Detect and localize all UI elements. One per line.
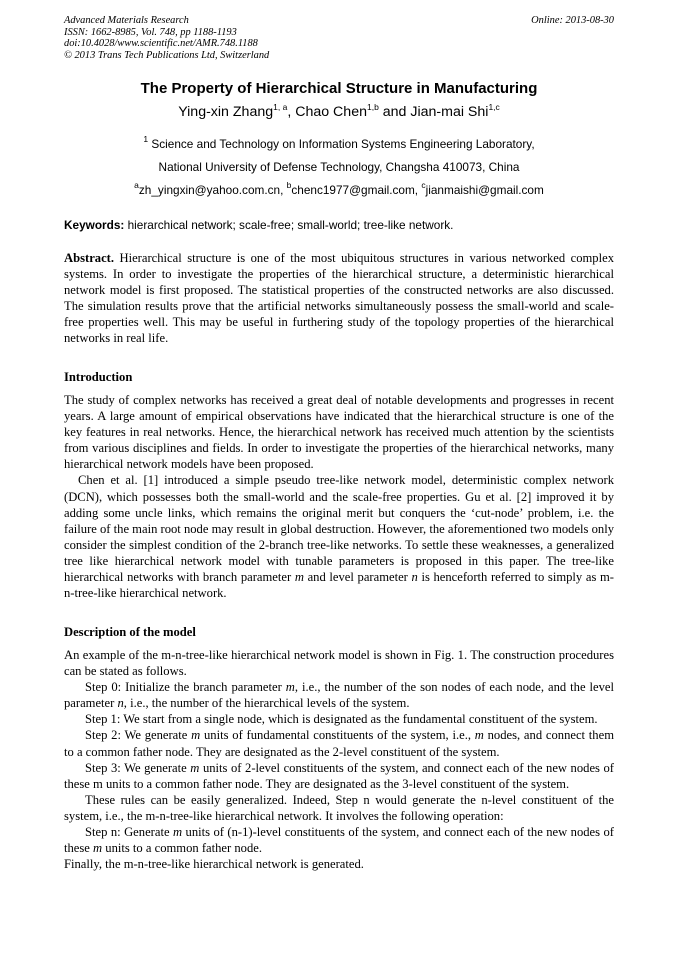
email-mark: a bbox=[134, 180, 139, 190]
paragraph-text: Chen et al. [1] introduced a simple pseudo tree-like network model, deterministic complex network (DCN), which possesses both the small-world and the scale-free properties. Gu et al. [2] improved it by adding some uncle links, which remains the original merit but conquers the ‘cut-node’ problem, i.e. the failure of the main root node may result in global destruction. However, the aforementioned two models only consider the simplest condition of the 2-branch tree-like networks. To settle these weaknesses, a generalized tree like hierarchical network model with tunable parameters is proposed in this paper. The tree-like hierarchical networks with branch parameter bbox=[64, 473, 614, 585]
author-separator: and bbox=[378, 104, 411, 120]
step-0 bbox=[64, 679, 614, 711]
affiliation-line-2: National University of Defense Technology, Changsha 410073, China bbox=[158, 160, 520, 174]
author-name: Chao Chen bbox=[295, 104, 367, 120]
step-3 bbox=[64, 760, 614, 792]
paragraph: An example of the m-n-tree-like hierarchical network model is shown in Fig. 1. The construction procedures can be stated as follows. bbox=[64, 648, 614, 679]
author-affiliation-mark: 1,b bbox=[366, 102, 379, 112]
math-symbol: m bbox=[285, 680, 295, 695]
email-address: jianmaishi@gmail.com bbox=[425, 183, 544, 197]
math-symbol: m bbox=[191, 728, 201, 743]
email-line bbox=[64, 180, 614, 197]
keywords-text: hierarchical network; scale-free; small-world; tree-like network. bbox=[124, 218, 454, 232]
abstract-label: Abstract. bbox=[64, 251, 115, 265]
step-text: Step 3: We generate bbox=[85, 760, 191, 775]
step-text: units to a common father node. bbox=[102, 841, 262, 856]
paper-title: The Property of Hierarchical Structure in Manufacturing bbox=[140, 80, 538, 97]
step-text: Step n: Generate bbox=[85, 825, 173, 840]
math-symbol: m bbox=[294, 570, 304, 585]
author-affiliation-mark: 1, a bbox=[273, 102, 288, 112]
paragraph-text: is henceforth referred to simply as m-n-tree-like hierarchical network. bbox=[64, 570, 614, 601]
journal-issn: ISSN: 1662-8985, Vol. 748, pp 1188-1193 bbox=[64, 26, 237, 38]
paragraph: These rules can be easily generalized. Indeed, Step n would generate the n-level constituent of the system, i.e., the m-n-tree-like hierarchical network. It involves the following operation: bbox=[64, 792, 614, 823]
online-date: Online: 2013-08-30 bbox=[531, 15, 614, 26]
affiliation-line-1 bbox=[64, 134, 614, 151]
section-heading-introduction: Introduction bbox=[64, 370, 133, 384]
step-text: , i.e., the number of the hierarchical levels of the system. bbox=[123, 696, 410, 711]
step-text: units of (n-1)-level constituents of the system, and connect each of the new nodes of these bbox=[64, 825, 614, 856]
step-text: , i.e., the number of the son nodes of each node, and the level parameter bbox=[64, 680, 614, 711]
affiliation-mark: 1 bbox=[143, 134, 149, 144]
math-symbol: m bbox=[172, 825, 183, 840]
step-n bbox=[64, 824, 614, 856]
author-affiliation-mark: 1,c bbox=[488, 102, 500, 112]
journal-name: Advanced Materials Research bbox=[64, 15, 189, 26]
step-text: units of 2-level constituents of the system, and connect each of the new nodes of these m units to a common father node. They are designated as the 3-level constituent of the system. bbox=[64, 760, 614, 791]
email-address: chenc1977@gmail.com, bbox=[291, 183, 422, 197]
author-separator: , bbox=[287, 104, 296, 120]
keywords-label: Keywords: bbox=[64, 218, 125, 232]
math-symbol: n bbox=[411, 570, 418, 585]
step-text: units of fundamental constituents of the system, i.e., bbox=[200, 728, 475, 743]
author-name: Ying-xin Zhang bbox=[178, 104, 274, 120]
step-1: Step 1: We start from a single node, which is designated as the fundamental constituent of the system. bbox=[85, 712, 598, 727]
journal-doi: doi:10.4028/www.scientific.net/AMR.748.1188 bbox=[64, 38, 258, 50]
affiliation-text: Science and Technology on Information Systems Engineering Laboratory, bbox=[148, 137, 535, 151]
math-symbol: m bbox=[190, 760, 200, 775]
paragraph: The study of complex networks has received a great deal of notable developments and progresses in recent years. A large amount of empirical observations have indicated that the hierarchical structure is one of the key features in real networks. Hence, the hierarchical network has received much attention by the scientists from various disciplines and fields. In order to investigate the properties of the hierarchical networks, many hierarchical network models have been proposed. bbox=[64, 393, 614, 472]
model-body bbox=[64, 647, 614, 872]
email-mark: c bbox=[421, 180, 426, 190]
introduction-body bbox=[64, 392, 614, 601]
step-text: Step 2: We generate bbox=[85, 728, 192, 743]
paragraph-text: and level parameter bbox=[303, 570, 412, 585]
paragraph: Finally, the m-n-tree-like hierarchical network is generated. bbox=[64, 857, 364, 872]
journal-header bbox=[64, 15, 614, 61]
step-text: nodes, and connect them to a common father node. They are designated as the 2-level constituent of the system. bbox=[64, 728, 614, 759]
author-list bbox=[64, 104, 614, 120]
author-name: Jian-mai Shi bbox=[410, 104, 489, 120]
math-symbol: m bbox=[93, 841, 103, 856]
abstract-text: Hierarchical structure is one of the most ubiquitous structures in various networked complex systems. In order to investigate the properties of the hierarchical structure, a deterministic hierarchical network model is first proposed. The statistical properties of the constructed networks are also discussed. The simulation results prove that the artificial networks simultaneously possess the small-world and scale-free properties well. This may be useful in furthering study of the topology properties of the hierarchical networks in real life. bbox=[64, 251, 614, 346]
abstract bbox=[64, 250, 614, 347]
math-symbol: n bbox=[117, 696, 124, 711]
step-2 bbox=[64, 727, 614, 759]
email-mark: b bbox=[286, 180, 292, 190]
section-heading-model: Description of the model bbox=[64, 625, 196, 639]
paragraph bbox=[64, 472, 614, 601]
journal-copyright: © 2013 Trans Tech Publications Ltd, Switzerland bbox=[64, 49, 270, 61]
keywords bbox=[64, 218, 453, 232]
email-address: zh_yingxin@yahoo.com.cn, bbox=[138, 183, 287, 197]
step-text: Step 0: Initialize the branch parameter bbox=[85, 680, 286, 695]
math-symbol: m bbox=[474, 728, 484, 743]
